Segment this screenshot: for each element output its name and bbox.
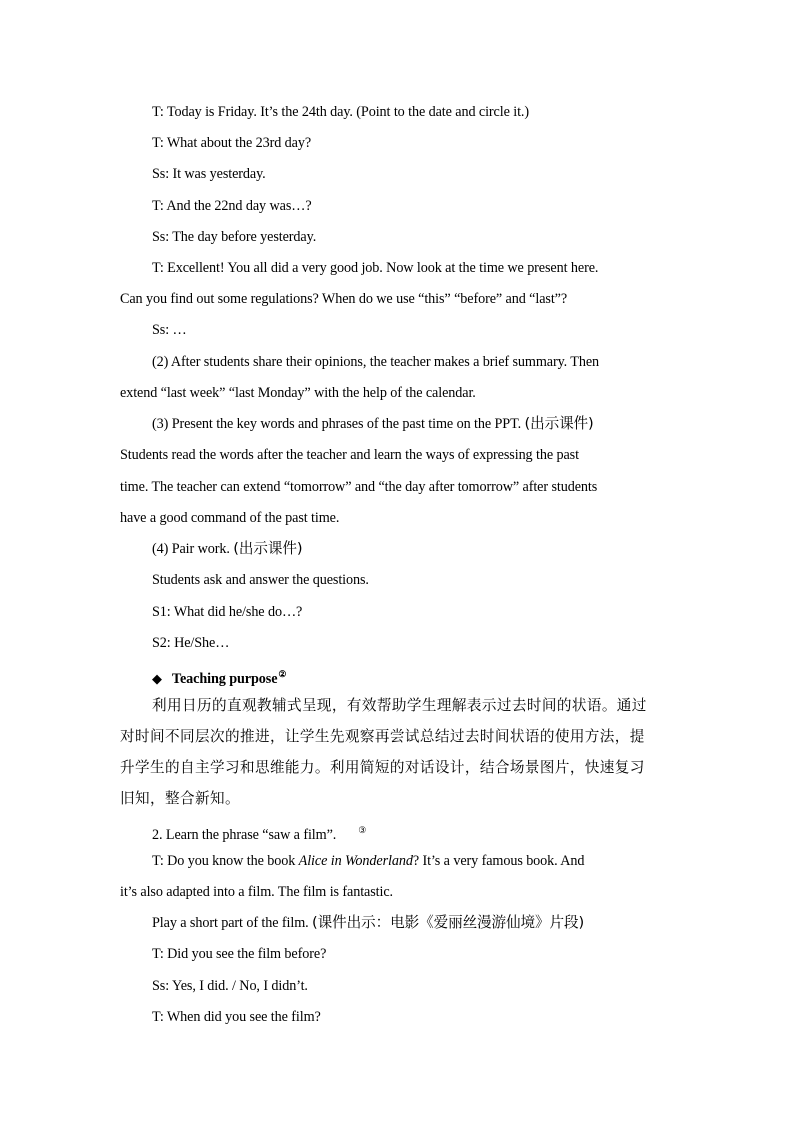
dialogue-line: Ss: It was yesterday. [152,166,266,182]
body-line: time. The teacher can extend “tomorrow” and “the day after tomorrow” after students [120,479,598,495]
dialogue-line: S2: He/She… [152,635,230,651]
body-line: have a good command of the past time. [120,510,340,526]
purpose-line: 利用日历的直观教辅式呈现，有效帮助学生理解表示过去时间的状语。通过 [152,697,647,714]
text: ? It’s a very famous book. And [412,853,585,869]
teaching-purpose-heading [152,664,286,690]
dialogue-line: T: When did you see the film? [152,1009,321,1025]
dialogue-line: S1: What did he/she do…? [152,604,303,620]
dialogue-line: Ss: The day before yesterday. [152,229,317,245]
text: T: Do you know the book [152,853,299,869]
dialogue-line: Ss: … [152,322,187,338]
dialogue-line: T: Excellent! You all did a very good job. Now look at the time we present here. [152,260,599,276]
book-title: Alice in Wonderland [298,853,413,869]
courseware-tag: (出示课件) [233,540,303,557]
purpose-line: 升学生的自主学习和思维能力。利用简短的对话设计，结合场景图片，快速复习 [120,759,645,776]
dialogue-line: T: Did you see the film before? [152,946,327,962]
diamond-bullet-icon: ◆ [152,672,162,687]
body-line: Students read the words after the teacher and learn the ways of expressing the past [120,447,579,463]
footnote-ref: ③ [358,825,367,835]
body-line: (2) After students share their opinions, the teacher makes a brief summary. Then [152,354,600,370]
dialogue-line: T: Today is Friday. It’s the 24th day. (Point to the date and circle it.) [152,104,529,120]
body-line [152,414,594,434]
footnote-ref: ② [278,669,287,679]
body-line: Students ask and answer the questions. [152,572,369,588]
body-line [152,539,302,559]
dialogue-line [152,851,584,871]
dialogue-line: Can you find out some regulations? When do we use “this” “before” and “last”? [120,291,568,307]
body-line [152,913,584,933]
dialogue-line: T: What about the 23rd day? [152,135,312,151]
purpose-line: 旧知，整合新知。 [120,790,240,807]
body-text: (4) Pair work. [152,541,234,557]
dialogue-line: it’s also adapted into a film. The film is fantastic. [120,884,394,900]
purpose-line: 对时间不同层次的推进，让学生先观察再尝试总结过去时间状语的使用方法，提 [120,728,645,745]
text: Play a short part of the film. [152,915,313,931]
courseware-tag: (出示课件) [524,415,594,432]
section-title-text: 2. Learn the phrase “saw a film”. [152,827,337,843]
dialogue-line: T: And the 22nd day was…? [152,198,312,214]
dialogue-line: Ss: Yes, I did. / No, I didn’t. [152,978,308,994]
body-line: extend “last week” “last Monday” with the help of the calendar. [120,385,476,401]
body-text: (3) Present the key words and phrases of the past time on the PPT. [152,416,525,432]
heading-text: Teaching purpose [171,671,278,687]
section-title [152,820,366,845]
courseware-tag: (课件出示：电影《爱丽丝漫游仙境》片段) [312,914,585,931]
